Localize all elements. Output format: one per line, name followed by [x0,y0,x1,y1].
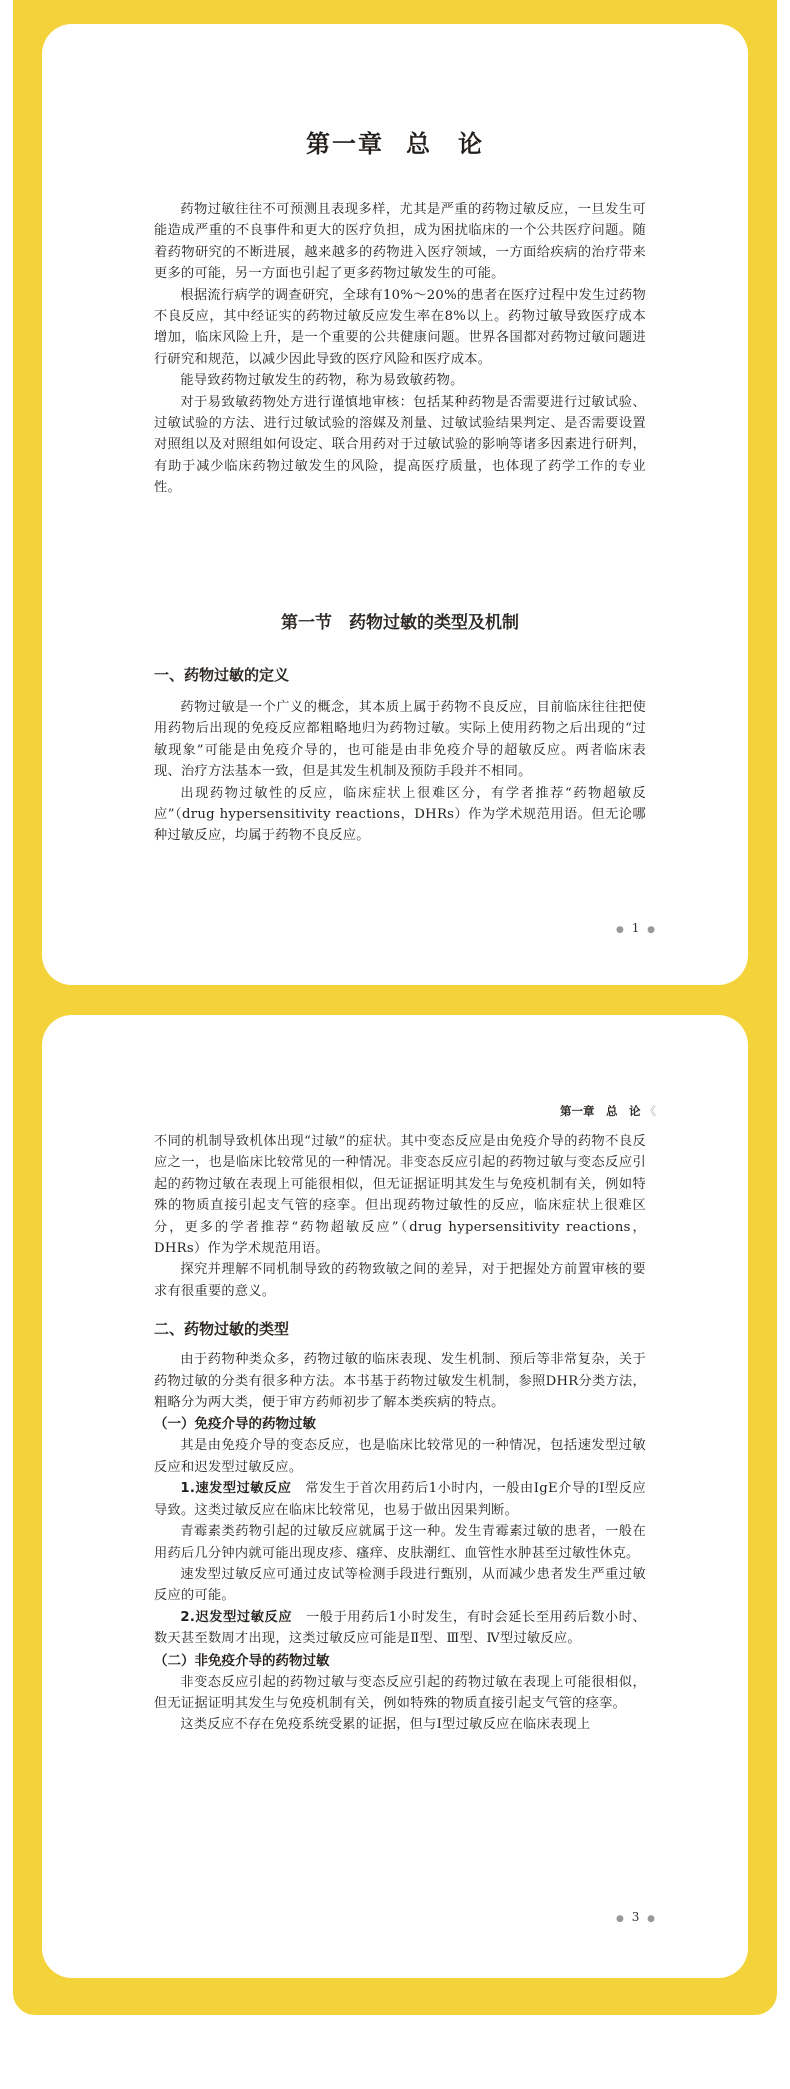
intro-paragraph: 对于易致敏药物处方进行谨慎地审核：包括某种药物是否需要进行过敏试验、过敏试验的方法、进行过敏试验的溶媒及剂量、过敏试验结果判定、是否需要设置对照组以及对照组如何设定、联合用药对于过敏试验的影响等诸多因素进行研判，有助于减少临床药物过敏发生的风险，提高医疗质量，也体现了药学工作的专业性。 [154,394,646,496]
non-immune-title: （二）非免疫介导的药物过敏 [154,1652,330,1669]
book-page-1 [42,24,748,985]
dot-icon: ● [616,1914,626,1924]
double-chevron-left-icon: 《 [644,1104,656,1118]
chapter-name: 总 论 [406,129,484,158]
section-title: 第一节 药物过敏的类型及机制 [281,613,519,633]
chapter-title [42,124,748,159]
dot-icon: ● [647,925,658,935]
definition-paragraph: 出现药物过敏性的反应，临床症状上很难区分，有学者推荐“药物超敏反应”（drug hypersensitivity reactions，DHRs）作为学术规范用语。但无论哪种过敏反应，均属于药物不良反应。 [154,785,646,844]
penicillin-paragraph: 青霉素类药物引起的过敏反应就属于这一种。发生青霉素过敏的患者，一般在用药后几分钟内就可能出现皮疹、瘙痒、皮肤潮红、血管性水肿甚至过敏性休克。 [154,1524,646,1561]
definition-paragraph: 药物过敏是一个广义的概念，其本质上属于药物不良反应，目前临床往往把使用药物后出现的免疫反应都粗略地归为药物过敏。实际上使用药物之后出现的“过敏现象”可能是由免疫介导的，也可能是由非免疫介导的超敏反应。两者临床表现、治疗方法基本一致，但是其发生机制及预防手段并不相同。 [154,700,646,780]
continued-body [154,1131,646,1736]
dot-icon: ● [616,925,626,935]
subsection-definition [154,664,646,847]
non-immune-paragraph: 这类反应不存在免疫系统受累的证据，但与Ⅰ型过敏反应在临床表现上 [180,1717,591,1733]
intro-body [154,199,646,499]
book-page-3 [42,1015,748,1978]
delayed-reaction-paragraph: 2.迟发型过敏反应 一般于用药后1小时发生，有时会延长至用药后数小时、数天甚至数周才出现，这类过敏反应可能是Ⅱ型、Ⅲ型、Ⅳ型过敏反应。 [154,1609,646,1647]
immune-intro: 其是由免疫介导的变态反应，也是临床比较常见的一种情况，包括速发型过敏反应和迟发型过敏反应。 [154,1438,646,1475]
intro-paragraph: 根据流行病学的调查研究，全球有10%～20%的患者在医疗过程中发生过药物不良反应，其中经证实的药物过敏反应发生率在8%以上。药物过敏导致医疗成本增加，临床风险上升，是一个重要的公共健康问题。世界各国都对药物过敏问题进行研究和规范，以减少因此导致的医疗风险和医疗成本。 [154,287,646,367]
page-number: ● 3 ● [616,1910,658,1924]
continued-paragraph: 不同的机制导致机体出现“过敏”的症状。其中变态反应是由免疫介导的药物不良反应之一，也是临床比较常见的一种情况。非变态反应引起的药物过敏与变态反应引起的药物过敏在表现上可能很相似，但无证据证明其发生与免疫机制有关，例如特殊的物质直接引起支气管的痉挛。但出现药物过敏性的反应，临床症状上很难区分，更多的学者推荐“药物超敏反应”（drug hypersensitivity reactions，DHRs）作为学术规范用语。 [154,1134,646,1257]
running-head: 第一章 总 论 《 [560,1104,656,1118]
subsection-title: 二、药物过敏的类型 [154,1320,290,1339]
section-block [154,608,646,633]
types-intro: 由于药物种类众多，药物过敏的临床表现、发生机制、预后等非常复杂，关于药物过敏的分类有很多种方法。本书基于药物过敏发生机制，参照DHR分类方法，粗略分为两大类，便于审方药师初步了解本类疾病的特点。 [154,1352,646,1411]
immediate-reaction-paragraph: 1.速发型过敏反应 常发生于首次用药后1小时内，一般由IgE介导的Ⅰ型反应导致。这类过敏反应在临床比较常见，也易于做出因果判断。 [154,1481,646,1518]
page-number: ● 1 ● [616,921,658,935]
skin-test-paragraph: 速发型过敏反应可通过皮试等检测手段进行甄别，从而减少患者发生严重过敏反应的可能。 [154,1566,646,1604]
subsection-title: 一、药物过敏的定义 [154,666,290,684]
intro-paragraph: 能导致药物过敏发生的药物，称为易致敏药物。 [180,373,464,389]
continued-paragraph: 探究并理解不同机制导致的药物致敏之间的差异，对于把握处方前置审核的要求有很重要的意义。 [154,1262,646,1299]
non-immune-paragraph: 非变态反应引起的药物过敏与变态反应引起的药物过敏在表现上可能很相似，但无证据证明其发生与免疫机制有关，例如特殊的物质直接引起支气管的痉挛。 [154,1674,646,1711]
intro-paragraph: 药物过敏往往不可预测且表现多样，尤其是严重的药物过敏反应，一旦发生可能造成严重的不良事件和更大的医疗负担，成为困扰临床的一个公共医疗问题。随着药物研究的不断进展，越来越多的药物进入医疗领域，一方面给疾病的治疗带来更多的可能，另一方面也引起了更多药物过敏发生的可能。 [154,202,646,282]
chapter-number: 第一章 [306,129,384,158]
immune-mediated-title: （一）免疫介导的药物过敏 [154,1416,316,1433]
dot-icon: ● [647,1914,658,1924]
